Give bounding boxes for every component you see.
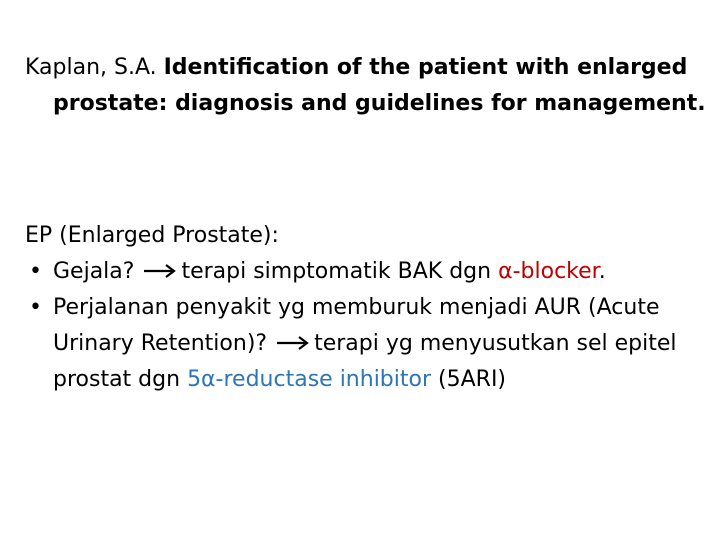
bullet-dot-icon: • <box>29 259 42 284</box>
ep-section <box>25 218 705 398</box>
reference-title: Identification of the patient with enlarged prostate: diagnosis and guidelines for management. <box>53 55 706 116</box>
5ari-highlight: 5α-reductase inhibitor <box>187 367 432 392</box>
bullet-item-gejala <box>25 254 705 290</box>
bullet-answer: terapi yg menyusutkan sel epitel prostat dgn <box>53 331 677 392</box>
ep-heading: EP (Enlarged Prostate): <box>25 223 279 248</box>
right-arrow-icon <box>276 335 310 351</box>
bullet-dot-icon: • <box>29 295 42 320</box>
bullet-question: Gejala? <box>53 259 135 284</box>
right-arrow-icon <box>143 263 177 279</box>
reference-citation <box>25 50 720 122</box>
bullet-end: . <box>598 259 606 284</box>
bullet-answer: terapi simptomatik BAK dgn <box>181 259 492 284</box>
bullet-item-perjalanan <box>25 290 705 398</box>
alpha-blocker-highlight: α-blocker <box>498 259 599 284</box>
bullet-question: Perjalanan penyakit yg memburuk menjadi AUR (Acute Urinary Retention)? <box>53 295 660 356</box>
bullet-end: (5ARI) <box>438 367 507 392</box>
reference-authors: Kaplan, S.A. <box>25 55 157 80</box>
